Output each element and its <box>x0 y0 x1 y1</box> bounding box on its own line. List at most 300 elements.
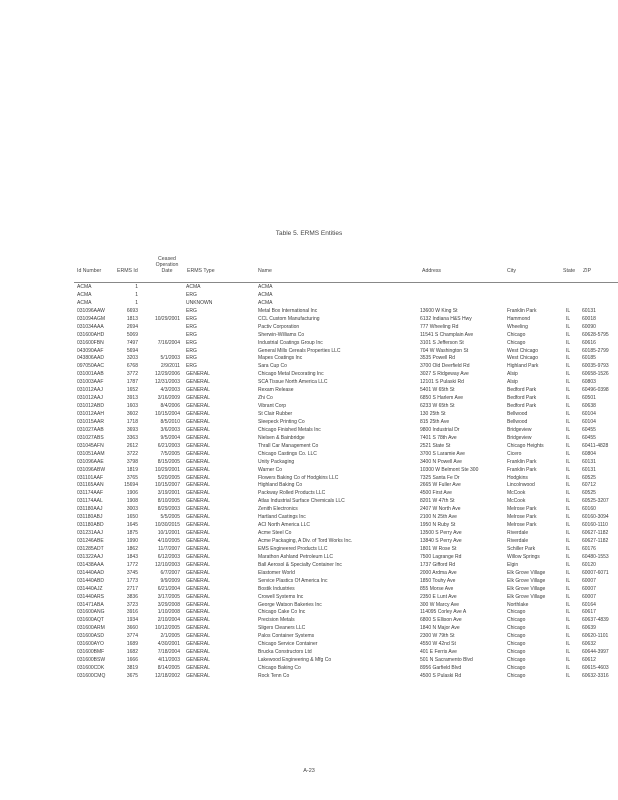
cell-city: Elk Grove Village <box>507 585 546 592</box>
cell-zip: 60160 <box>582 506 596 513</box>
cell-city: Lincolnwood <box>507 482 535 489</box>
cell-state: IL <box>566 339 571 346</box>
cell-zip: 60007-6071 <box>582 569 609 576</box>
cell-name: Vibrant Corp <box>258 403 286 410</box>
cell-city: Willow Springs <box>507 553 540 560</box>
cell-state: IL <box>566 665 571 671</box>
cell-address: 13840 S Perry Ave <box>420 538 462 544</box>
cell-id-number: 031051AAM <box>77 450 105 457</box>
cell-erms-id: 3836 <box>126 593 138 600</box>
cell-id-number: 031174AAL <box>77 498 103 505</box>
cell-zip: 60455 <box>582 434 596 441</box>
cell-city: Cicero <box>507 450 522 457</box>
cell-name: Rock Tenn Co <box>258 672 290 679</box>
cell-erms-type: GENERAL <box>186 395 210 402</box>
cell-id-number: 031180ABD <box>77 522 104 529</box>
cell-ceased-date: 2/1/2005 <box>160 633 180 640</box>
cell-erms-type: ERG <box>186 307 197 314</box>
cell-erms-id: 1 <box>135 284 138 290</box>
cell-city: McCook <box>507 490 526 497</box>
table-row <box>0 411 618 419</box>
cell-id-number: 031231AAJ <box>77 530 103 537</box>
cell-zip: 60090 <box>582 323 596 330</box>
cell-erms-id: 1934 <box>126 617 138 624</box>
cell-address: 1737 Gifford Rd <box>420 561 456 568</box>
cell-ceased-date: 8/5/2010 <box>160 418 180 425</box>
cell-erms-type: GENERAL <box>186 387 210 394</box>
cell-erms-type: GENERAL <box>186 434 210 441</box>
cell-address: 9800 Industrial Dr <box>420 426 460 433</box>
cell-erms-id: 1908 <box>126 498 138 505</box>
cell-id-number: 031600CMQ <box>77 672 106 679</box>
cell-address: 777 Wheeling Rd <box>420 323 459 330</box>
cell-name: EMS Engineered Products LLC <box>258 545 328 552</box>
cell-name: Metal Box International Inc <box>258 307 318 314</box>
cell-ceased-date: 12/31/2003 <box>154 379 180 386</box>
cell-id-number: 031600ARM <box>77 625 105 632</box>
cell-zip: 60496-0398 <box>582 387 609 394</box>
cell-erms-type: GENERAL <box>186 545 210 552</box>
cell-ceased-date: 3/6/2003 <box>160 426 180 433</box>
cell-name: Industrial Coatings Group Inc <box>258 339 323 346</box>
cell-erms-id: 3675 <box>126 672 138 679</box>
cell-erms-type: GENERAL <box>186 585 210 592</box>
table-row <box>0 657 618 665</box>
cell-city: Chicago <box>507 617 526 624</box>
table-row <box>0 324 618 332</box>
cell-address: 1950 N Ruby St <box>420 522 456 529</box>
table-row <box>0 379 618 387</box>
cell-address: 7325 Santa Fe Dr <box>420 474 460 481</box>
cell-zip: 60455 <box>582 426 596 433</box>
cell-id-number: 031012ABD <box>77 403 104 410</box>
table-row <box>0 625 618 633</box>
cell-id-number: 097050AAC <box>77 363 104 370</box>
cell-city: Northlake <box>507 601 529 608</box>
cell-name: Marathon Ashland Petroleum LLC <box>258 553 334 560</box>
cell-zip: 60639 <box>582 625 596 632</box>
cell-zip: 60632 <box>582 641 596 648</box>
cell-ceased-date: 3/29/2008 <box>157 601 180 608</box>
cell-address: 704 W Washington St <box>420 347 469 354</box>
cell-id-number: ACMA <box>77 284 92 290</box>
cell-id-number: 031027ABS <box>77 434 104 441</box>
cell-erms-type: GENERAL <box>186 625 210 632</box>
cell-id-number: 031440ARS <box>77 593 104 600</box>
cell-zip: 60185 <box>582 355 596 362</box>
cell-erms-id: 5694 <box>126 347 138 354</box>
table-row <box>0 348 618 356</box>
cell-city: Chicago <box>507 665 526 671</box>
cell-state: IL <box>566 403 571 410</box>
cell-erms-id: 1862 <box>126 545 138 552</box>
cell-zip: 60628-5795 <box>582 331 609 338</box>
table-row <box>0 498 618 506</box>
cell-erms-id: 3774 <box>126 633 138 640</box>
table-row <box>0 562 618 570</box>
cell-ceased-date: 7/18/2004 <box>157 649 180 656</box>
cell-zip: 60525 <box>582 490 596 497</box>
cell-zip: 60617 <box>582 609 596 616</box>
cell-ceased-date: 10/29/2001 <box>154 466 180 473</box>
cell-ceased-date: 11/7/2007 <box>158 545 180 552</box>
table-row <box>0 459 618 467</box>
cell-city: Chicago Heights <box>507 442 544 449</box>
cell-name: Flowers Baking Co of Hodgkins LLC <box>258 474 339 481</box>
cell-erms-id: 1787 <box>126 379 138 386</box>
cell-name: Chicago Baking Co <box>258 665 301 671</box>
cell-ceased-date: 12/10/2003 <box>154 561 180 568</box>
header-city: City <box>507 268 516 274</box>
cell-name: Sherwin-Williams Co <box>258 331 305 338</box>
cell-id-number: 031471ABA <box>77 601 104 608</box>
cell-erms-id: 1682 <box>126 649 138 656</box>
cell-id-number: 031600CDK <box>77 665 105 671</box>
cell-zip: 60007 <box>582 593 596 600</box>
cell-city: Bedford Park <box>507 387 537 394</box>
cell-address: 4500 S Pulaski Rd <box>420 672 462 679</box>
cell-erms-type: GENERAL <box>186 482 210 489</box>
cell-id-number: 031180AAJ <box>77 506 103 513</box>
table-row <box>0 546 618 554</box>
cell-address: 130 25th St <box>420 411 446 417</box>
cell-erms-type: GENERAL <box>186 498 210 505</box>
cell-state: IL <box>566 482 571 489</box>
cell-ceased-date: 2/9/2011 <box>160 363 180 370</box>
cell-address: 2521 State St <box>420 442 451 449</box>
cell-address: 4550 W 42nd St <box>420 641 456 648</box>
cell-erms-type: GENERAL <box>186 426 210 433</box>
cell-erms-id: 2612 <box>126 442 138 449</box>
table-row <box>0 482 618 490</box>
cell-state: IL <box>566 545 571 552</box>
header-ceased-date: Ceased Operation Date <box>155 256 179 274</box>
table-row <box>0 633 618 641</box>
cell-zip: 60615-4603 <box>582 665 609 671</box>
cell-id-number: 031012AAJ <box>77 387 103 394</box>
cell-city: Bellwood <box>507 418 528 425</box>
cell-zip: 60803 <box>582 379 596 386</box>
cell-address: 3400 N Powell Ave <box>420 458 462 465</box>
cell-address: 8201 W 47th St <box>420 498 455 505</box>
cell-city: Elk Grove Village <box>507 593 546 600</box>
table-title: Table 5. ERMS Entities <box>275 230 343 237</box>
cell-erms-type: GENERAL <box>186 657 210 664</box>
cell-id-number: 031600BMF <box>77 649 105 656</box>
cell-ceased-date: 6/12/2003 <box>157 553 180 560</box>
cell-id-number: 031001AAB <box>77 371 104 378</box>
cell-zip: 60632-3316 <box>582 672 609 679</box>
cell-name: Palos Container Systems <box>258 633 315 640</box>
cell-address: 2000 Ardma Ave <box>420 569 457 576</box>
cell-erms-id: 2694 <box>126 323 138 330</box>
cell-state: IL <box>566 609 571 616</box>
table-row <box>0 316 618 324</box>
cell-city: Melrose Park <box>507 522 537 529</box>
cell-ceased-date: 2/10/2004 <box>157 617 180 624</box>
cell-city: Schiller Park <box>507 545 536 552</box>
cell-erms-type: GENERAL <box>186 593 210 600</box>
cell-id-number: 031440AJZ <box>77 585 103 592</box>
table-row <box>0 403 618 411</box>
cell-address: 815 25th Ave <box>420 418 450 425</box>
cell-erms-id: 1652 <box>126 387 138 394</box>
cell-erms-type: GENERAL <box>186 371 210 378</box>
cell-zip: 60104 <box>582 418 596 425</box>
cell-state: IL <box>566 593 571 600</box>
table-row <box>0 554 618 562</box>
cell-name: Pactiv Corporation <box>258 323 300 330</box>
cell-erms-id: 2717 <box>126 585 138 592</box>
cell-name: Precision Metals <box>258 617 295 624</box>
cell-ceased-date: 8/10/2005 <box>157 498 180 505</box>
cell-address: 13600 W King St <box>420 307 458 314</box>
cell-name: Sara Cup Co <box>258 363 287 370</box>
cell-state: IL <box>566 442 571 449</box>
cell-state: IL <box>566 617 571 624</box>
cell-zip: 60525 <box>582 474 596 481</box>
cell-state: IL <box>566 395 571 402</box>
cell-city: Elk Grove Village <box>507 577 546 584</box>
cell-erms-type: GENERAL <box>186 442 210 449</box>
cell-city: Bellwood <box>507 411 528 417</box>
table-row <box>0 522 618 530</box>
cell-name: Crowell Systems Inc <box>258 593 304 600</box>
cell-city: Bedford Park <box>507 395 537 402</box>
table-row <box>0 395 618 403</box>
cell-zip: 60131 <box>582 458 596 465</box>
cell-city: Melrose Park <box>507 514 537 521</box>
cell-erms-id: 1819 <box>126 466 138 473</box>
cell-erms-id: 3722 <box>126 450 138 457</box>
cell-id-number: 031440ABD <box>77 577 104 584</box>
table-row <box>0 514 618 522</box>
cell-city: Riverdale <box>507 530 529 537</box>
header-state: State <box>563 268 576 274</box>
cell-erms-type: GENERAL <box>186 641 210 648</box>
cell-name: Packway Rolled Products LLC <box>258 490 326 497</box>
cell-name: CCL Custom Manufacturing <box>258 315 320 322</box>
cell-erms-id: 6693 <box>126 307 138 314</box>
cell-erms-id: 5069 <box>126 331 138 338</box>
cell-state: IL <box>566 450 571 457</box>
cell-ceased-date: 12/18/2002 <box>154 672 180 679</box>
cell-id-number: 031012AAH <box>77 411 104 417</box>
cell-ceased-date: 10/15/2007 <box>154 482 180 489</box>
cell-city: McCook <box>507 498 526 505</box>
cell-erms-type: GENERAL <box>186 530 210 537</box>
cell-state: IL <box>566 633 571 640</box>
cell-address: 3700 S Laramie Ave <box>420 450 465 457</box>
cell-zip: 60480-1553 <box>582 553 609 560</box>
table-row <box>0 451 618 459</box>
cell-erms-type: GENERAL <box>186 403 210 410</box>
cell-erms-id: 3819 <box>126 665 138 671</box>
cell-address: 2350 E Lunt Ave <box>420 593 457 600</box>
cell-ceased-date: 10/29/2001 <box>154 315 180 322</box>
cell-erms-type: GENERAL <box>186 514 210 521</box>
table-row <box>0 665 618 673</box>
cell-state: IL <box>566 641 571 648</box>
cell-zip: 60637-4839 <box>582 617 609 624</box>
cell-id-number: 031438AAA <box>77 561 104 568</box>
cell-name: Highland Baking Co <box>258 482 303 489</box>
cell-id-number: 031600AYO <box>77 641 104 648</box>
cell-id-number: 043806AAD <box>77 355 104 362</box>
cell-city: West Chicago <box>507 355 539 362</box>
cell-address: 2407 W North Ave <box>420 506 461 513</box>
cell-name: SCA Tissue North America LLC <box>258 379 328 386</box>
cell-state: IL <box>566 434 571 441</box>
cell-erms-id: 6768 <box>126 363 138 370</box>
cell-name: ACMA <box>258 291 273 298</box>
header-name: Name <box>258 268 272 274</box>
cell-erms-type: GENERAL <box>186 411 210 417</box>
cell-ceased-date: 4/3/2003 <box>160 387 180 394</box>
cell-ceased-date: 3/19/2001 <box>157 490 180 497</box>
table-row <box>0 506 618 514</box>
cell-id-number: 031045AFN <box>77 442 104 449</box>
cell-name: George Watson Bakeries Inc <box>258 601 322 608</box>
cell-state: IL <box>566 323 571 330</box>
cell-id-number: 031096ABW <box>77 466 106 473</box>
table-row <box>0 443 618 451</box>
cell-erms-type: GENERAL <box>186 617 210 624</box>
cell-state: IL <box>566 569 571 576</box>
cell-state: IL <box>566 466 571 473</box>
cell-name: Acme Steel Co <box>258 530 292 537</box>
cell-city: Riverdale <box>507 538 529 544</box>
cell-id-number: 031034AAA <box>77 323 104 330</box>
cell-state: IL <box>566 538 571 544</box>
cell-erms-id: 1813 <box>126 315 138 322</box>
cell-erms-type: GENERAL <box>186 561 210 568</box>
cell-id-number: 031096AAW <box>77 307 105 314</box>
cell-erms-id: 3660 <box>126 625 138 632</box>
cell-name: ACMA <box>258 299 273 306</box>
cell-erms-id: 1603 <box>126 403 138 410</box>
cell-id-number: 031600BSW <box>77 657 106 664</box>
cell-name: Sleepeck Printing Co <box>258 418 305 425</box>
header-id-number: Id Number <box>77 268 102 274</box>
header-address: Address <box>422 268 442 274</box>
table-row <box>0 530 618 538</box>
cell-erms-type: GENERAL <box>186 649 210 656</box>
cell-erms-id: 3723 <box>126 601 138 608</box>
table-row <box>0 475 618 483</box>
cell-city: West Chicago <box>507 347 539 354</box>
cell-erms-id: 1650 <box>126 514 138 521</box>
cell-erms-type: ACMA <box>186 284 201 290</box>
cell-address: 6132 Indiana H&S Hwy <box>420 315 472 322</box>
cell-id-number: 031012AAJ <box>77 395 103 402</box>
cell-ceased-date: 10/30/2015 <box>154 522 180 529</box>
cell-name: ACI North America LLC <box>258 522 310 529</box>
cell-name: Mapes Coatings Inc <box>258 355 303 362</box>
cell-name: Lakewood Engineering & Mfg Co <box>258 657 332 664</box>
cell-city: Franklin Park <box>507 458 537 465</box>
cell-erms-id: 7497 <box>126 339 138 346</box>
cell-address: 8956 Garfield Blvd <box>420 665 462 671</box>
cell-name: Nielsen & Bainbridge <box>258 434 305 441</box>
cell-id-number: 031600ANG <box>77 609 105 616</box>
cell-zip: 60658-1526 <box>582 371 609 378</box>
cell-erms-type: ERG <box>186 323 197 330</box>
cell-erms-type: GENERAL <box>186 569 210 576</box>
cell-state: IL <box>566 585 571 592</box>
cell-address: 6800 S Ellison Ave <box>420 617 462 624</box>
cell-id-number: 031322AAJ <box>77 553 103 560</box>
cell-ceased-date: 8/15/2005 <box>157 458 180 465</box>
cell-address: 1801 W Rose St <box>420 545 457 552</box>
cell-address: 10300 W Belmont Ste 300 <box>420 466 479 473</box>
cell-ceased-date: 6/21/2004 <box>157 585 180 592</box>
cell-erms-type: GENERAL <box>186 458 210 465</box>
cell-zip: 60131 <box>582 466 596 473</box>
cell-erms-id: 3693 <box>126 426 138 433</box>
cell-ceased-date: 4/11/2003 <box>158 657 180 664</box>
cell-id-number: ACMA <box>77 291 92 298</box>
cell-state: IL <box>566 371 571 378</box>
cell-state: IL <box>566 315 571 322</box>
cell-erms-type: GENERAL <box>186 522 210 529</box>
cell-state: IL <box>566 625 571 632</box>
cell-address: 7500 Lagrange Rd <box>420 553 462 560</box>
cell-address: 3700 Old Deerfield Rd <box>420 363 470 370</box>
cell-ceased-date: 4/30/2001 <box>157 641 180 648</box>
cell-erms-type: GENERAL <box>186 672 210 679</box>
cell-address: 3535 Powell Rd <box>420 355 456 362</box>
cell-erms-type: ERG <box>186 331 197 338</box>
cell-state: IL <box>566 506 571 513</box>
cell-erms-id: 1843 <box>126 553 138 560</box>
cell-erms-id: 3916 <box>126 609 138 616</box>
cell-state: IL <box>566 474 571 481</box>
cell-address: 2300 W 79th St <box>420 633 455 640</box>
cell-state: IL <box>566 522 571 529</box>
cell-address: 3101 S Jefferson St <box>420 339 464 346</box>
cell-address: 1840 N Major Ave <box>420 625 460 632</box>
cell-zip: 60712 <box>582 482 596 489</box>
cell-erms-id: 3203 <box>126 355 138 362</box>
cell-ceased-date: 9/5/2004 <box>160 434 180 441</box>
cell-city: Bedford Park <box>507 403 537 410</box>
cell-state: IL <box>566 530 571 537</box>
cell-city: Hodgkins <box>507 474 528 481</box>
header-erms-id: ERMS Id <box>117 268 138 274</box>
cell-erms-type: GENERAL <box>186 466 210 473</box>
cell-state: IL <box>566 498 571 505</box>
cell-ceased-date: 6/21/2003 <box>157 442 180 449</box>
cell-erms-id: 1 <box>135 291 138 298</box>
cell-name: Rexam Release <box>258 387 294 394</box>
cell-city: Chicago <box>507 633 526 640</box>
cell-erms-id: 1666 <box>126 657 138 664</box>
cell-name: Chicago Castings Co. LLC <box>258 450 317 457</box>
cell-erms-type: GENERAL <box>186 665 210 671</box>
cell-ceased-date: 5/5/2005 <box>160 514 180 521</box>
table-row <box>0 284 618 292</box>
cell-city: Chicago <box>507 657 526 664</box>
cell-zip: 60627-1182 <box>582 538 609 544</box>
cell-ceased-date: 3/16/2009 <box>157 395 180 402</box>
cell-name: St Clair Rubber <box>258 411 293 417</box>
cell-zip: 60160-3094 <box>582 514 609 521</box>
cell-address: 12101 S Pulaski Rd <box>420 379 464 386</box>
cell-erms-id: 1990 <box>126 538 138 544</box>
cell-id-number: 031003AAF <box>77 379 104 386</box>
cell-state: IL <box>566 379 571 386</box>
